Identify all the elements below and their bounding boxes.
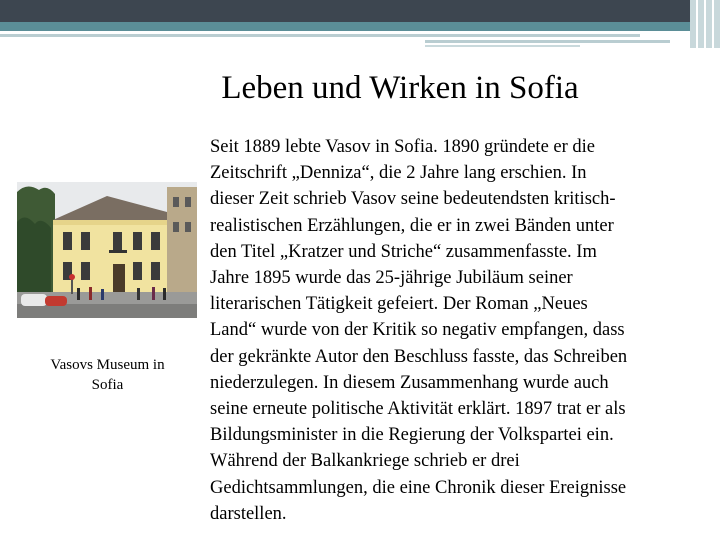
body-paragraph bbox=[210, 134, 715, 527]
corner-stripe bbox=[704, 0, 706, 48]
body-line: Zeitschrift „Denniza“, die 2 Jahre lang erschien. In bbox=[210, 163, 587, 184]
header-accent-line bbox=[425, 40, 670, 43]
header-accent-line bbox=[425, 45, 580, 47]
caption-line: Vasovs Museum in bbox=[50, 357, 165, 373]
body-line: Seit 1889 lebte Vasov in Sofia. 1890 gründete er die bbox=[210, 137, 596, 157]
body-line: Bildungsminister in die Regierung der Volkspartei ein. bbox=[210, 425, 614, 446]
museum-photo bbox=[17, 182, 197, 318]
body-line: Jahre 1895 wurde das 25-jährige Jubiläum seiner bbox=[210, 268, 573, 289]
header-accent-line bbox=[0, 34, 640, 37]
body-line: darstellen. bbox=[210, 503, 287, 524]
museum-building-illustration bbox=[17, 182, 197, 318]
header-corner-block bbox=[690, 0, 720, 48]
body-line: Land“ wurde von der Kritik so negativ empfangen, dass bbox=[210, 320, 625, 341]
body-line: literarischen Tätigkeit gefeiert. Der Roman „Neues bbox=[210, 294, 588, 315]
body-line: Während der Balkankriege schrieb er drei bbox=[210, 451, 520, 472]
body-line: seine erneute politische Aktivität erklärt. 1897 trat er als bbox=[210, 399, 626, 420]
caption-line: Sofia bbox=[91, 377, 124, 393]
body-line: Gedichtsammlungen, die eine Chronik dieser Ereignisse bbox=[210, 477, 627, 498]
corner-stripe bbox=[696, 0, 698, 48]
photo-caption bbox=[20, 355, 195, 395]
body-line: realistischen Erzählungen, die er in zwei Bänden unter bbox=[210, 215, 614, 236]
header-bar-dark bbox=[0, 0, 720, 22]
body-line: den Titel „Kratzer und Striche“ zusammenfasste. Im bbox=[210, 241, 597, 262]
header-bar-teal bbox=[0, 22, 720, 31]
slide-title: Leben und Wirken in Sofia bbox=[221, 70, 579, 106]
body-line: dieser Zeit schrieb Vasov seine bedeutendsten kritisch- bbox=[210, 189, 616, 210]
corner-stripe bbox=[712, 0, 714, 48]
body-line: niederzulegen. In diesem Zusammenhang wurde auch bbox=[210, 372, 609, 393]
body-line: der gekränkte Autor den Beschluss fasste, das Schreiben bbox=[210, 346, 628, 367]
